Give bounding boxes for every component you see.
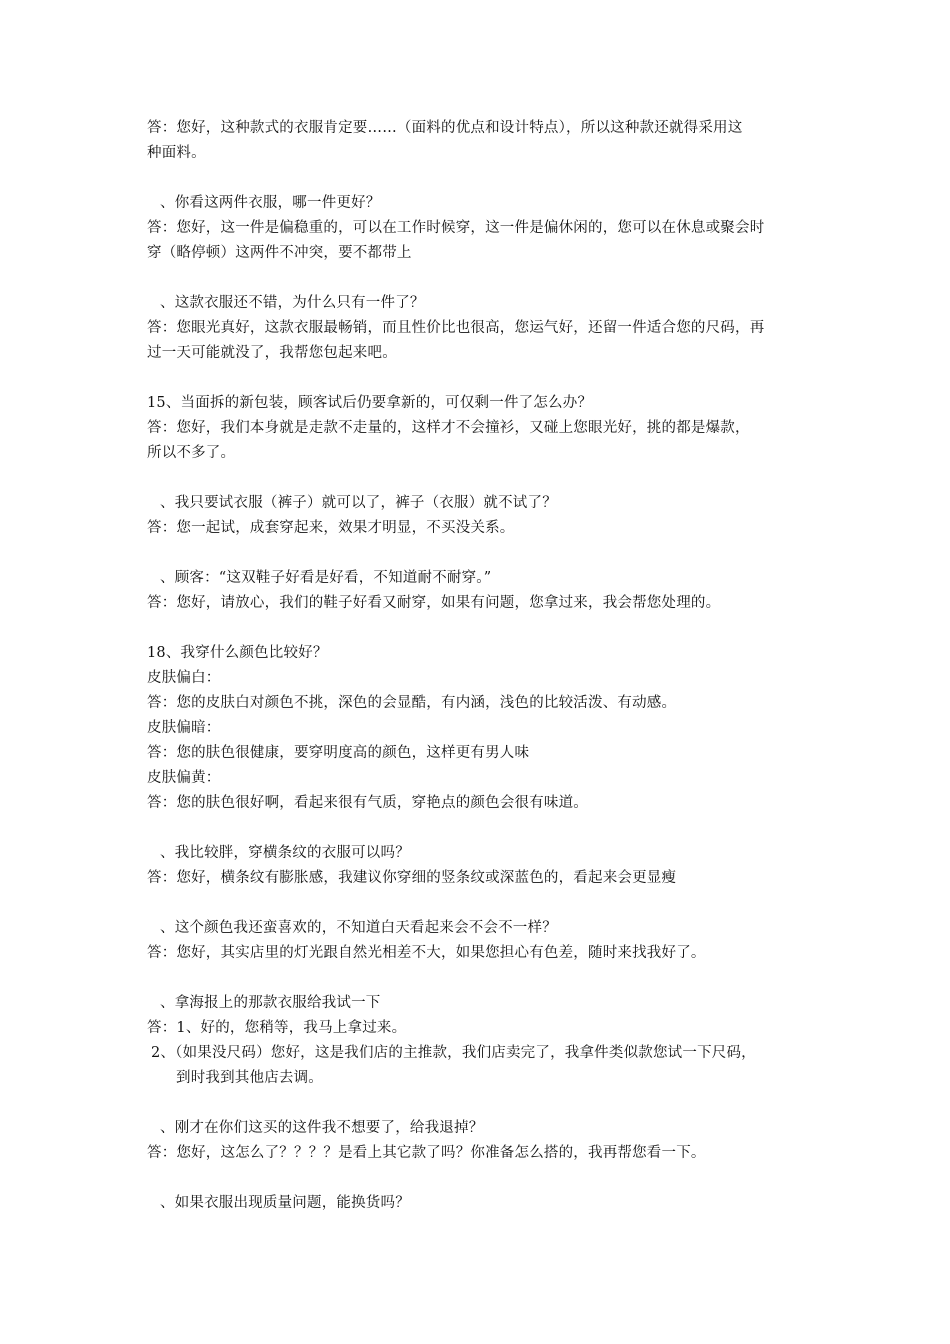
answer-line: 答：您的肤色很好啊，看起来很有气质，穿艳点的颜色会很有味道。 [147, 795, 588, 811]
question-line: 15、当面拆的新包装，顾客试后仍要拿新的，可仅剩一件了怎么办？ [147, 395, 593, 411]
answer-line: 2、（如果没尺码）您好，这是我们店的主推款，我们店卖完了，我拿件类似款您试一下尺码， [151, 1045, 756, 1061]
subheading-line: 皮肤偏黄： [147, 770, 221, 786]
subheading-line: 皮肤偏白： [147, 670, 221, 686]
answer-line: 到时我到其他店去调。 [176, 1070, 323, 1086]
question-line: 、这个颜色我还蛮喜欢的，不知道白天看起来会不会不一样？ [160, 920, 557, 936]
answer-line: 答：您好，这一件是偏稳重的，可以在工作时候穿，这一件是偏休闲的，您可以在休息或聚会时 [147, 220, 765, 236]
answer-line: 穿（略停顿）这两件不冲突，要不都带上 [147, 245, 412, 261]
question-line: 、拿海报上的那款衣服给我试一下 [160, 995, 381, 1011]
answer-line: 答：您好，这怎么了？？？？是看上其它款了吗？你准备怎么搭的，我再帮您看一下。 [147, 1145, 706, 1161]
answer-line: 所以不多了。 [147, 445, 236, 461]
answer-line: 答：您好，横条纹有膨胀感，我建议你穿细的竖条纹或深蓝色的，看起来会更显瘦 [147, 870, 677, 886]
subheading-line: 皮肤偏暗： [147, 720, 221, 736]
answer-line: 答：您好，其实店里的灯光跟自然光相差不大，如果您担心有色差，随时来找我好了。 [147, 945, 706, 961]
answer-line: 答：您眼光真好，这款衣服最畅销，而且性价比也很高，您运气好，还留一件适合您的尺码，再 [147, 320, 765, 336]
question-line: 、如果衣服出现质量问题，能换货吗？ [160, 1195, 410, 1211]
answer-line: 过一天可能就没了，我帮您包起来吧。 [147, 345, 397, 361]
answer-line: 答：您一起试，成套穿起来，效果才明显，不买没关系。 [147, 520, 515, 536]
question-line: 18、我穿什么颜色比较好？ [147, 645, 328, 661]
question-line: 、这款衣服还不错，为什么只有一件了？ [160, 295, 425, 311]
answer-line: 答：您的皮肤白对颜色不挑，深色的会显酷，有内涵，浅色的比较活泼、有动感。 [147, 695, 677, 711]
answer-line: 答：您好，这种款式的衣服肯定要……（面料的优点和设计特点），所以这种款还就得采用这 [147, 120, 743, 136]
question-line: 、我比较胖，穿横条纹的衣服可以吗？ [160, 845, 410, 861]
question-line: 、刚才在你们这买的这件我不想要了，给我退掉？ [160, 1120, 484, 1136]
answer-line: 种面料。 [147, 145, 206, 161]
question-line: 、顾客：“这双鞋子好看是好看，不知道耐不耐穿。” [160, 570, 492, 586]
question-line: 、你看这两件衣服，哪一件更好？ [160, 195, 381, 211]
answer-line: 答：您的肤色很健康，要穿明度高的颜色，这样更有男人味 [147, 745, 530, 761]
answer-line: 答：1、好的，您稍等，我马上拿过来。 [147, 1020, 407, 1036]
answer-line: 答：您好，请放心，我们的鞋子好看又耐穿，如果有问题，您拿过来，我会帮您处理的。 [147, 595, 721, 611]
answer-line: 答：您好，我们本身就是走款不走量的，这样才不会撞衫，又碰上您眼光好，挑的都是爆款， [147, 420, 750, 436]
question-line: 、我只要试衣服（裤子）就可以了，裤子（衣服）就不试了？ [160, 495, 557, 511]
